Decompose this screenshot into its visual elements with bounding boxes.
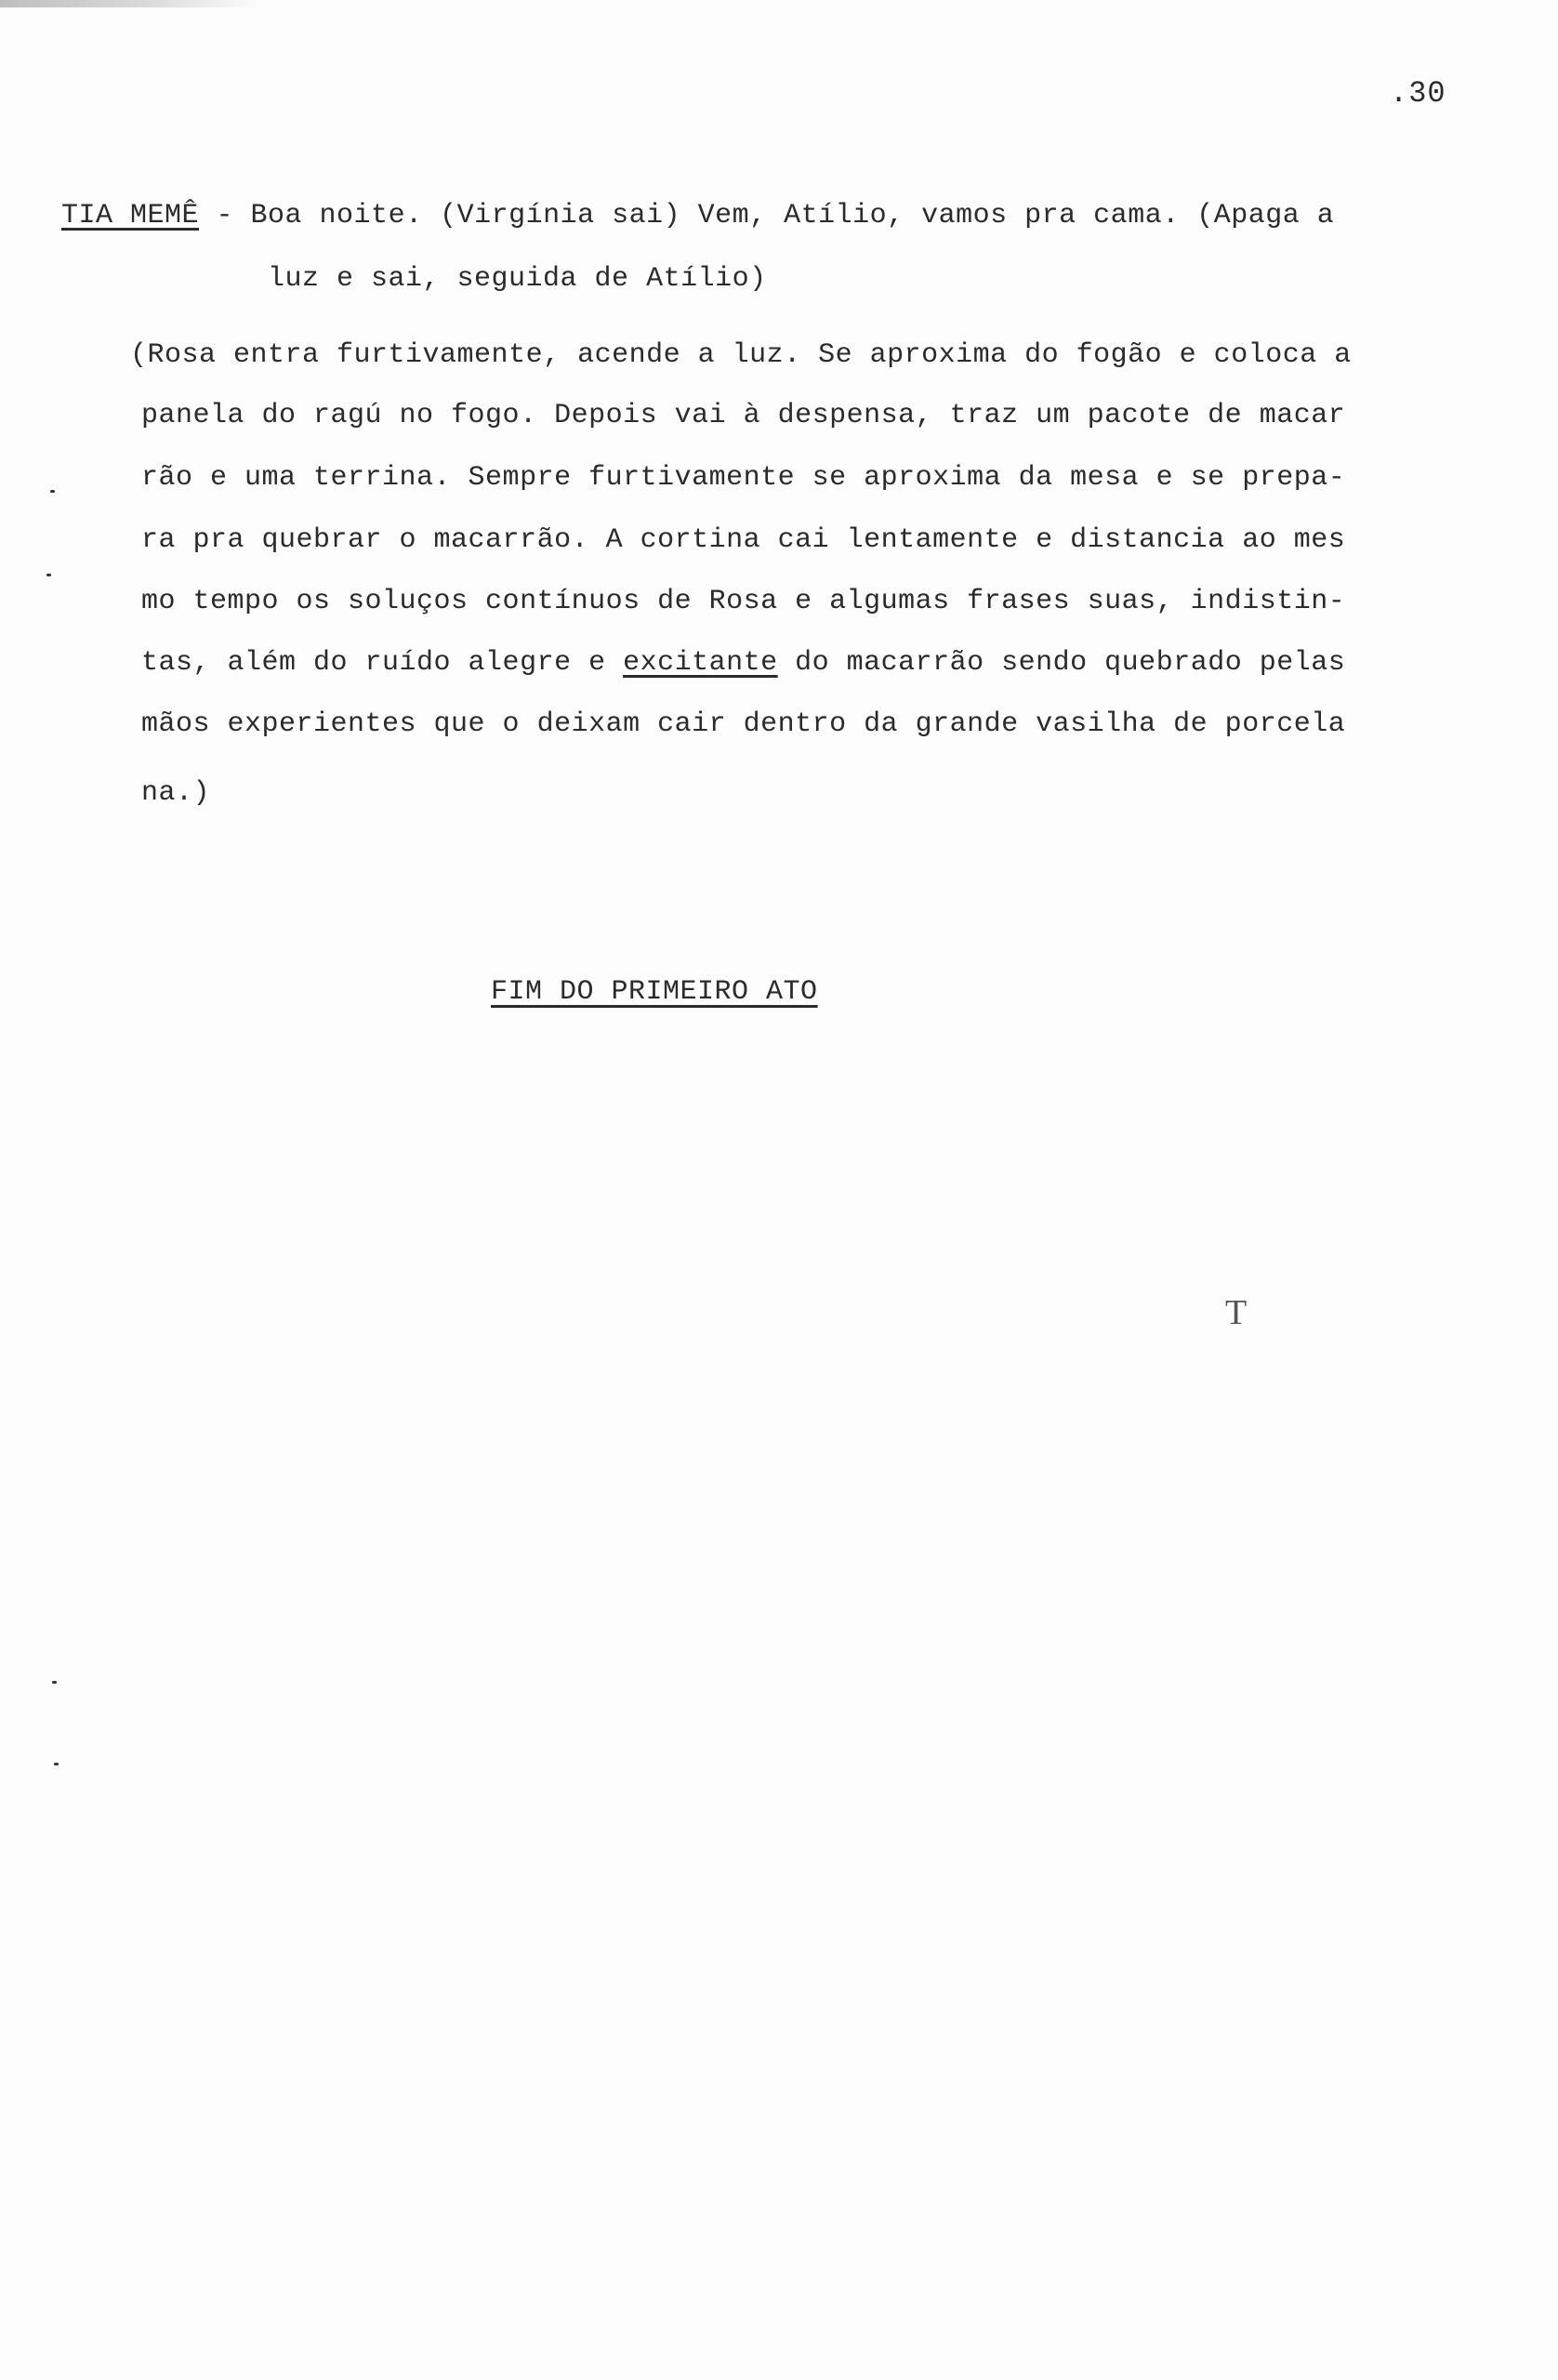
stage-direction-text: tas, além do ruído alegre e <box>141 647 624 679</box>
underlined-word: excitante <box>623 647 778 679</box>
margin-dot <box>52 1681 57 1684</box>
speaker-name: TIA MEMÊ <box>61 200 200 231</box>
scan-artifact <box>0 0 260 7</box>
stage-direction-line-6 <box>141 647 1345 679</box>
margin-dot <box>50 490 55 493</box>
margin-dot <box>46 574 51 576</box>
stage-direction-line-8: na.) <box>141 777 211 809</box>
stage-direction-line-4: ra pra quebrar o macarrão. A cortina cai lentamente e distancia ao mes <box>141 524 1346 556</box>
stage-direction-line-2: panela do ragú no fogo. Depois vai à despensa, traz um pacote de macar <box>141 400 1346 431</box>
page-number: .30 <box>1390 76 1446 111</box>
stage-direction-line-7: mãos experientes que o deixam cair dentro da grande vasilha de porcela <box>141 708 1346 740</box>
dialogue-line-2: luz e sai, seguida de Atílio) <box>268 263 767 295</box>
stage-direction-line-3: rão e uma terrina. Sempre furtivamente se aproxima da mesa e se prepa- <box>141 462 1346 494</box>
dialogue-text: - Boa noite. (Virgínia sai) Vem, Atílio, vamos pra cama. (Apaga a <box>199 200 1335 231</box>
act-end-heading: FIM DO PRIMEIRO ATO <box>491 976 818 1008</box>
stage-direction-line-1: (Rosa entra furtivamente, acende a luz. Se aproxima do fogão e coloca a <box>130 339 1352 371</box>
stage-direction-text: do macarrão sendo quebrado pelas <box>777 647 1346 679</box>
handwritten-mark: T <box>1225 1293 1248 1332</box>
dialogue-line-1 <box>61 200 1334 231</box>
margin-dot <box>54 1763 59 1765</box>
stage-direction-line-5: mo tempo os soluços contínuos de Rosa e algumas frases suas, indistin- <box>141 586 1346 617</box>
